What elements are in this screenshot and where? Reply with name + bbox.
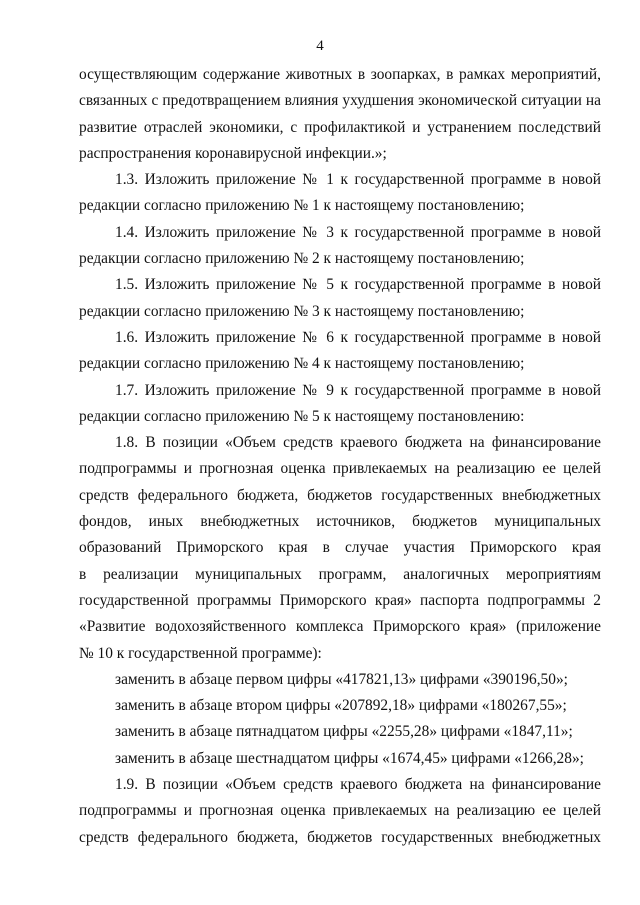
text-line: заменить в абзаце втором цифры «207892,18» цифрами «180267,55»; <box>115 697 567 715</box>
text-line: 1.3. Изложить приложение № 1 к государственной программе в новой <box>115 171 601 189</box>
text-line: 1.7. Изложить приложение № 9 к государственной программе в новой <box>115 381 601 399</box>
text-line: 1.5. Изложить приложение № 5 к государственной программе в новой <box>115 276 601 294</box>
text-line: 1.9. В позиции «Объем средств краевого бюджета на финансирование <box>115 776 601 794</box>
text-line: образований Приморского края в случае участия Приморского края <box>79 539 601 557</box>
text-line: распространения коронавирусной инфекции.»; <box>79 144 387 162</box>
text-line: развитие отраслей экономики, с профилактикой и устранением последствий <box>79 118 601 136</box>
text-line: редакции согласно приложению № 3 к настоящему постановлению; <box>79 302 525 320</box>
text-line: № 10 к государственной программе): <box>79 644 322 662</box>
text-line: осуществляющим содержание животных в зоопарках, в рамках мероприятий, <box>79 66 601 83</box>
text-line: подпрограммы и прогнозная оценка привлекаемых на реализацию ее целей <box>79 802 601 820</box>
text-line: государственной программы Приморского края» паспорта подпрограммы 2 <box>79 591 601 609</box>
text-line: редакции согласно приложению № 4 к настоящему постановлению; <box>79 355 525 373</box>
text-line: подпрограммы и прогнозная оценка привлекаемых на реализацию ее целей <box>79 460 601 478</box>
text-line: средств федерального бюджета, бюджетов государственных внебюджетных <box>79 828 601 846</box>
text-line: связанных с предотвращением влияния ухудшения экономической ситуации на <box>79 92 601 110</box>
text-line: заменить в абзаце пятнадцатом цифры «2255,28» цифрами «1847,11»; <box>115 723 573 741</box>
text-line: в реализации муниципальных программ, аналогичных мероприятиям <box>79 565 601 583</box>
text-line: 1.4. Изложить приложение № 3 к государственной программе в новой <box>115 223 601 241</box>
page-number: 4 <box>316 38 324 54</box>
text-line: 1.8. В позиции «Объем средств краевого бюджета на финансирование <box>115 434 601 452</box>
text-line: редакции согласно приложению № 5 к настоящему постановлению: <box>79 407 525 425</box>
text-line: редакции согласно приложению № 1 к настоящему постановлению; <box>79 197 525 215</box>
text-line: «Развитие водохозяйственного комплекса Приморского края» (приложение <box>79 618 601 636</box>
text-line: заменить в абзаце шестнадцатом цифры «1674,45» цифрами «1266,28»; <box>115 749 584 767</box>
text-line: редакции согласно приложению № 2 к настоящему постановлению; <box>79 250 525 268</box>
text-line: фондов, иных внебюджетных источников, бюджетов муниципальных <box>79 513 601 531</box>
body-text <box>79 62 601 851</box>
text-line: заменить в абзаце первом цифры «417821,13» цифрами «390196,50»; <box>115 670 568 688</box>
text-line: средств федерального бюджета, бюджетов государственных внебюджетных <box>79 486 601 504</box>
text-line: 1.6. Изложить приложение № 6 к государственной программе в новой <box>115 328 601 346</box>
